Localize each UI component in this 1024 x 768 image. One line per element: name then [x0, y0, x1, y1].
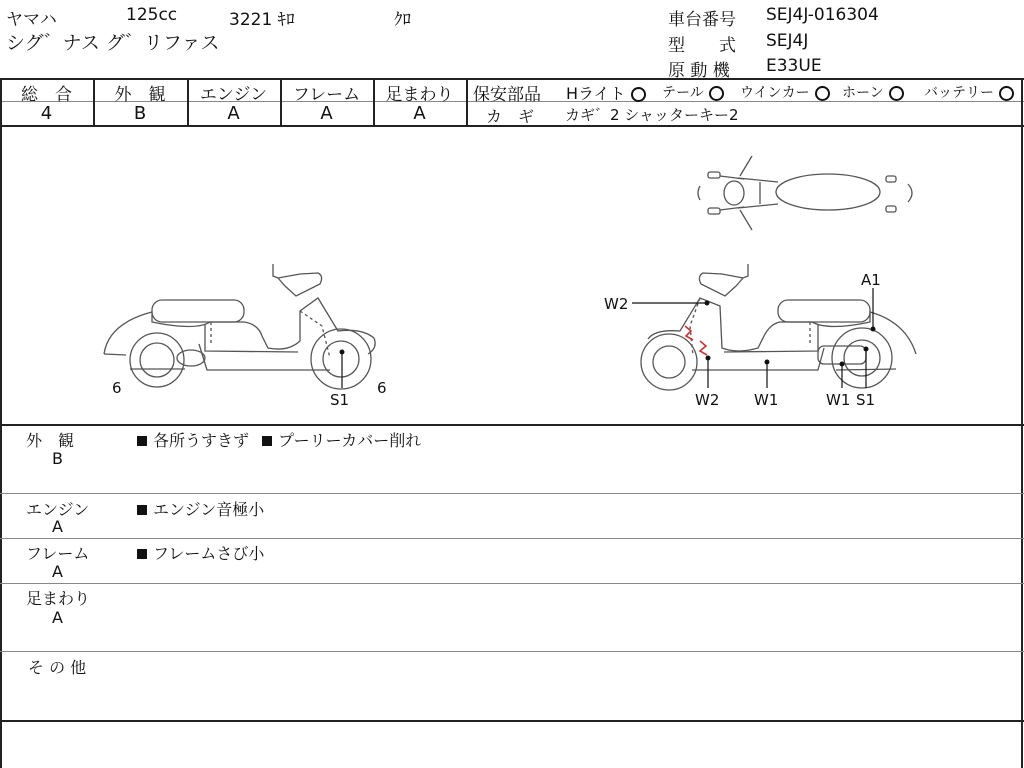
diagram-label-w2-top: W2 — [604, 295, 629, 313]
safety-title: 保安部品 — [473, 85, 541, 105]
section-grade-engine: A — [52, 517, 63, 536]
scooter-top-view — [698, 156, 912, 230]
scooter-left-side — [104, 264, 375, 389]
frame-label: 車台番号 — [668, 10, 736, 30]
ok-circle-icon — [889, 86, 904, 101]
grade-value-exterior: B — [133, 103, 147, 124]
displacement: 125cc — [126, 5, 178, 25]
diagram-label-s1: S1 — [856, 391, 876, 409]
section-grade-exterior: B — [52, 449, 63, 468]
ok-circle-icon — [815, 86, 830, 101]
grade-value-total: 4 — [40, 103, 53, 124]
safety-item-headlight: Hライト — [566, 81, 646, 104]
damage-diagram — [0, 126, 1022, 424]
grade-header-engine: エンジン — [199, 85, 268, 105]
bullet-square-icon — [137, 436, 147, 446]
mileage: 3221 ｷﾛ — [229, 10, 295, 30]
section-label-other: そ の 他 — [28, 658, 87, 677]
safety-item-tail: テール — [662, 82, 724, 102]
safety-item-horn: ホーン — [842, 82, 904, 102]
diagram-label-w1a: W1 — [754, 391, 779, 409]
key-label: カ ギ — [486, 107, 535, 126]
diagram-label-w1b: W1 — [826, 391, 851, 409]
safety-item-winker: ウインカー — [740, 82, 830, 102]
frame-value: SEJ4J-016304 — [766, 5, 879, 25]
bullet-square-icon — [137, 549, 147, 559]
section-grade-frame: A — [52, 562, 63, 581]
grade-value-frame: A — [320, 103, 333, 124]
ok-circle-icon — [631, 87, 646, 102]
section-label-frame: フレーム — [26, 544, 90, 563]
maker: ヤマハ — [6, 10, 57, 30]
grade-value-engine: A — [227, 103, 240, 124]
color: ｸﾛ — [394, 10, 411, 30]
engine-label: 原 動 機 — [668, 61, 730, 81]
grade-value-suspension: A — [413, 103, 426, 124]
grade-header-frame: フレーム — [292, 85, 361, 105]
grade-header-exterior: 外 観 — [114, 85, 166, 105]
bullet-square-icon — [137, 505, 147, 515]
model-name: シグ゛ナス グ゛リファス — [6, 32, 220, 54]
section-label-suspension: 足まわり — [26, 589, 91, 608]
diagram-label-left-s1: S1 — [330, 391, 350, 409]
diagram-label-left-6b: 6 — [377, 379, 387, 397]
section-notes-frame: フレームさび小 — [137, 541, 264, 564]
section-label-exterior: 外 観 — [26, 431, 75, 450]
diagram-label-a1: A1 — [861, 271, 881, 289]
type-label: 型 式 — [668, 36, 736, 56]
ok-circle-icon — [999, 86, 1014, 101]
grade-header-suspension: 足まわり — [385, 85, 454, 105]
bullet-square-icon — [262, 436, 272, 446]
grade-header-total: 総 合 — [21, 85, 72, 105]
section-notes-engine: エンジン音極小 — [137, 497, 264, 520]
safety-item-battery: バッテリー — [924, 82, 1014, 102]
type-value: SEJ4J — [766, 31, 809, 51]
section-grade-suspension: A — [52, 608, 63, 627]
section-notes-exterior: 各所うすきず プーリーカバー削れ — [137, 428, 421, 451]
ok-circle-icon — [709, 86, 724, 101]
key-value: カギ゛2 シャッターキー2 — [565, 106, 739, 124]
diagram-label-w2: W2 — [695, 391, 720, 409]
engine-value: E33UE — [766, 56, 822, 76]
section-label-engine: エンジン — [26, 500, 90, 519]
diagram-label-left-6a: 6 — [112, 379, 122, 397]
